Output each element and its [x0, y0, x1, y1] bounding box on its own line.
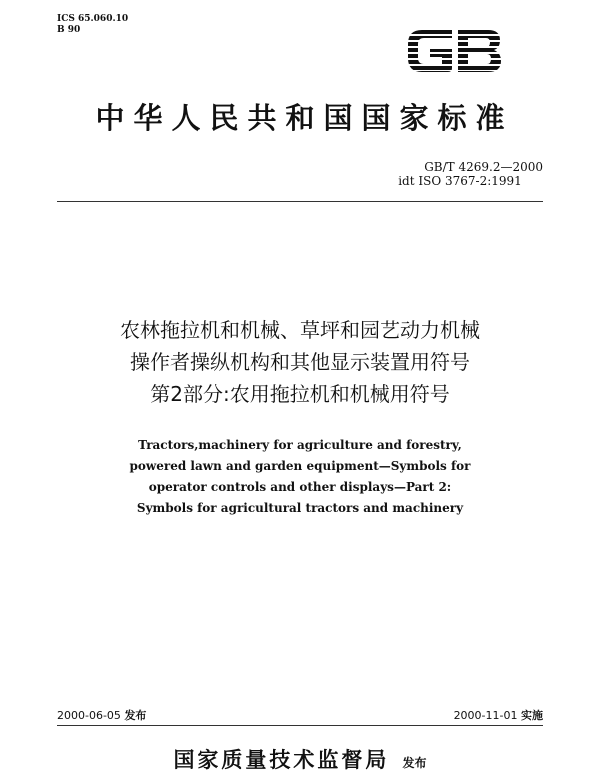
chinese-title-line: 第2部分:农用拖拉机和机械用符号: [150, 382, 450, 406]
implementation-date: [454, 707, 543, 723]
publisher: [0, 744, 600, 774]
idt-reference: idt ISO 3767-2:1991: [398, 174, 522, 188]
classification-codes: [57, 14, 128, 36]
issue-date: [57, 707, 146, 723]
ics-code: ICS 65.060.10: [57, 14, 129, 24]
chinese-title: [0, 314, 600, 410]
impl-word: 实施: [521, 709, 543, 722]
publisher-word: 发布: [402, 756, 427, 770]
bottom-divider: [57, 725, 543, 726]
impl-date-value: 2000-11-01: [453, 709, 518, 722]
standard-numbers: [398, 160, 543, 188]
english-title-line: Tractors,machinery for agriculture and forestry,: [138, 438, 462, 452]
national-standard-title: 中华人民共和国国家标准: [95, 101, 514, 135]
english-title: [0, 435, 600, 519]
issue-date-value: 2000-06-05: [57, 709, 121, 722]
standard-number: GB/T 4269.2—2000: [424, 160, 543, 174]
english-title-line: Symbols for agricultural tractors and machinery: [136, 501, 464, 515]
issue-word: 发布: [124, 709, 147, 722]
english-title-line: powered lawn and garden equipment—Symbols for: [129, 459, 471, 473]
ccs-code: B 90: [57, 25, 81, 35]
gb-logo-icon: [404, 22, 504, 80]
top-divider: [57, 201, 543, 202]
english-title-line: operator controls and other displays—Part 2:: [148, 480, 452, 494]
chinese-title-line: 农林拖拉机和机械、草坪和园艺动力机械: [120, 318, 480, 342]
chinese-title-line: 操作者操纵机构和其他显示装置用符号: [130, 350, 470, 374]
publisher-name: 国家质量技术监督局: [173, 747, 390, 772]
